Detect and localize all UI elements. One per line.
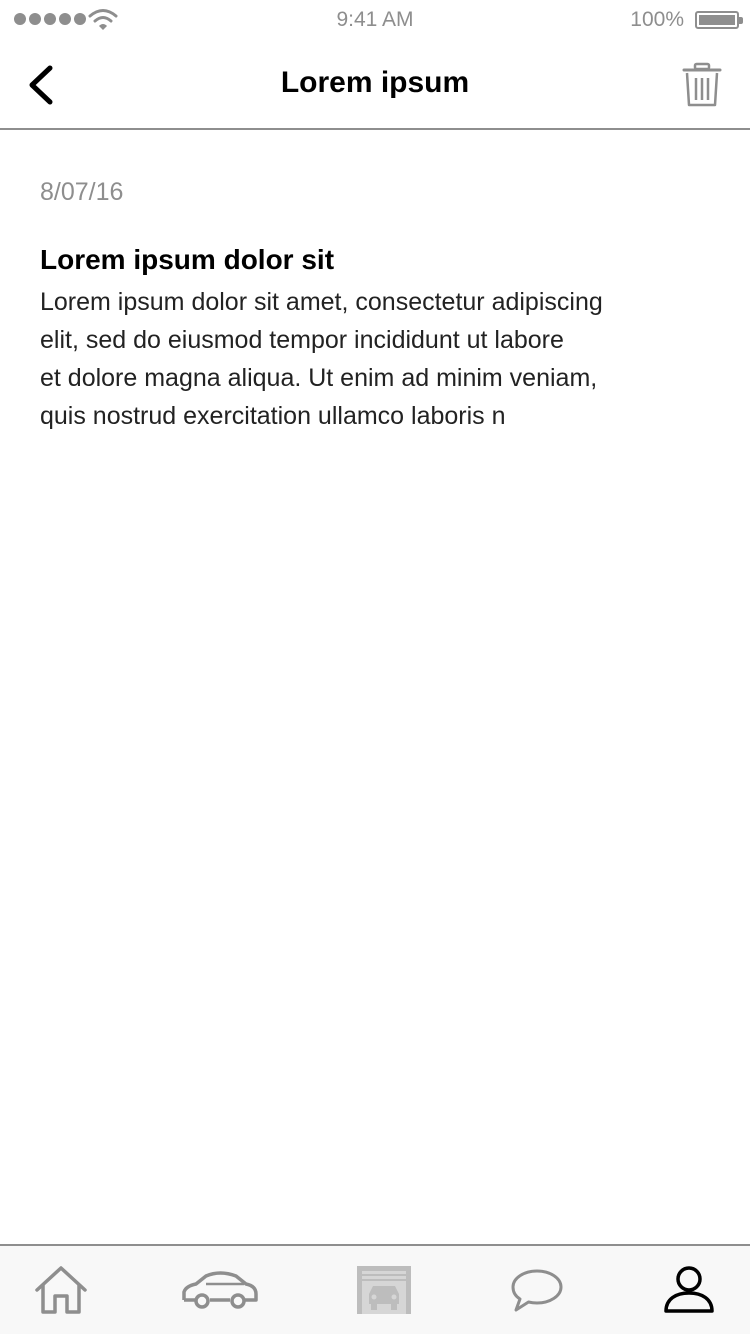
profile-icon	[662, 1265, 716, 1315]
chat-icon	[510, 1267, 564, 1313]
tab-profile[interactable]	[660, 1262, 718, 1318]
status-time: 9:41 AM	[336, 8, 414, 31]
home-icon	[33, 1264, 89, 1316]
tab-garage[interactable]	[352, 1262, 416, 1318]
battery-percentage: 100%	[630, 8, 684, 31]
tab-home[interactable]	[30, 1262, 92, 1318]
navigation-bar	[0, 40, 750, 130]
message-date: 8/07/16	[40, 178, 124, 206]
trash-icon[interactable]	[682, 62, 722, 108]
message-body: Lorem ipsum dolor sit amet, consectetur adipiscing elit, sed do eiusmod tempor incididunt ut labore et dolore magna aliqua. Ut enim ad minim veniam, quis nostrud exercitation ullamco laboris n	[40, 288, 603, 430]
message-title: Lorem ipsum dolor sit	[40, 244, 335, 275]
car-icon	[180, 1270, 260, 1310]
page-title: Lorem ipsum	[280, 66, 470, 99]
garage-icon	[355, 1264, 413, 1316]
tab-car[interactable]	[178, 1262, 262, 1318]
tab-bar	[0, 1244, 750, 1334]
status-bar	[0, 0, 750, 40]
battery-icon	[695, 11, 739, 29]
tab-messages[interactable]	[508, 1262, 566, 1318]
